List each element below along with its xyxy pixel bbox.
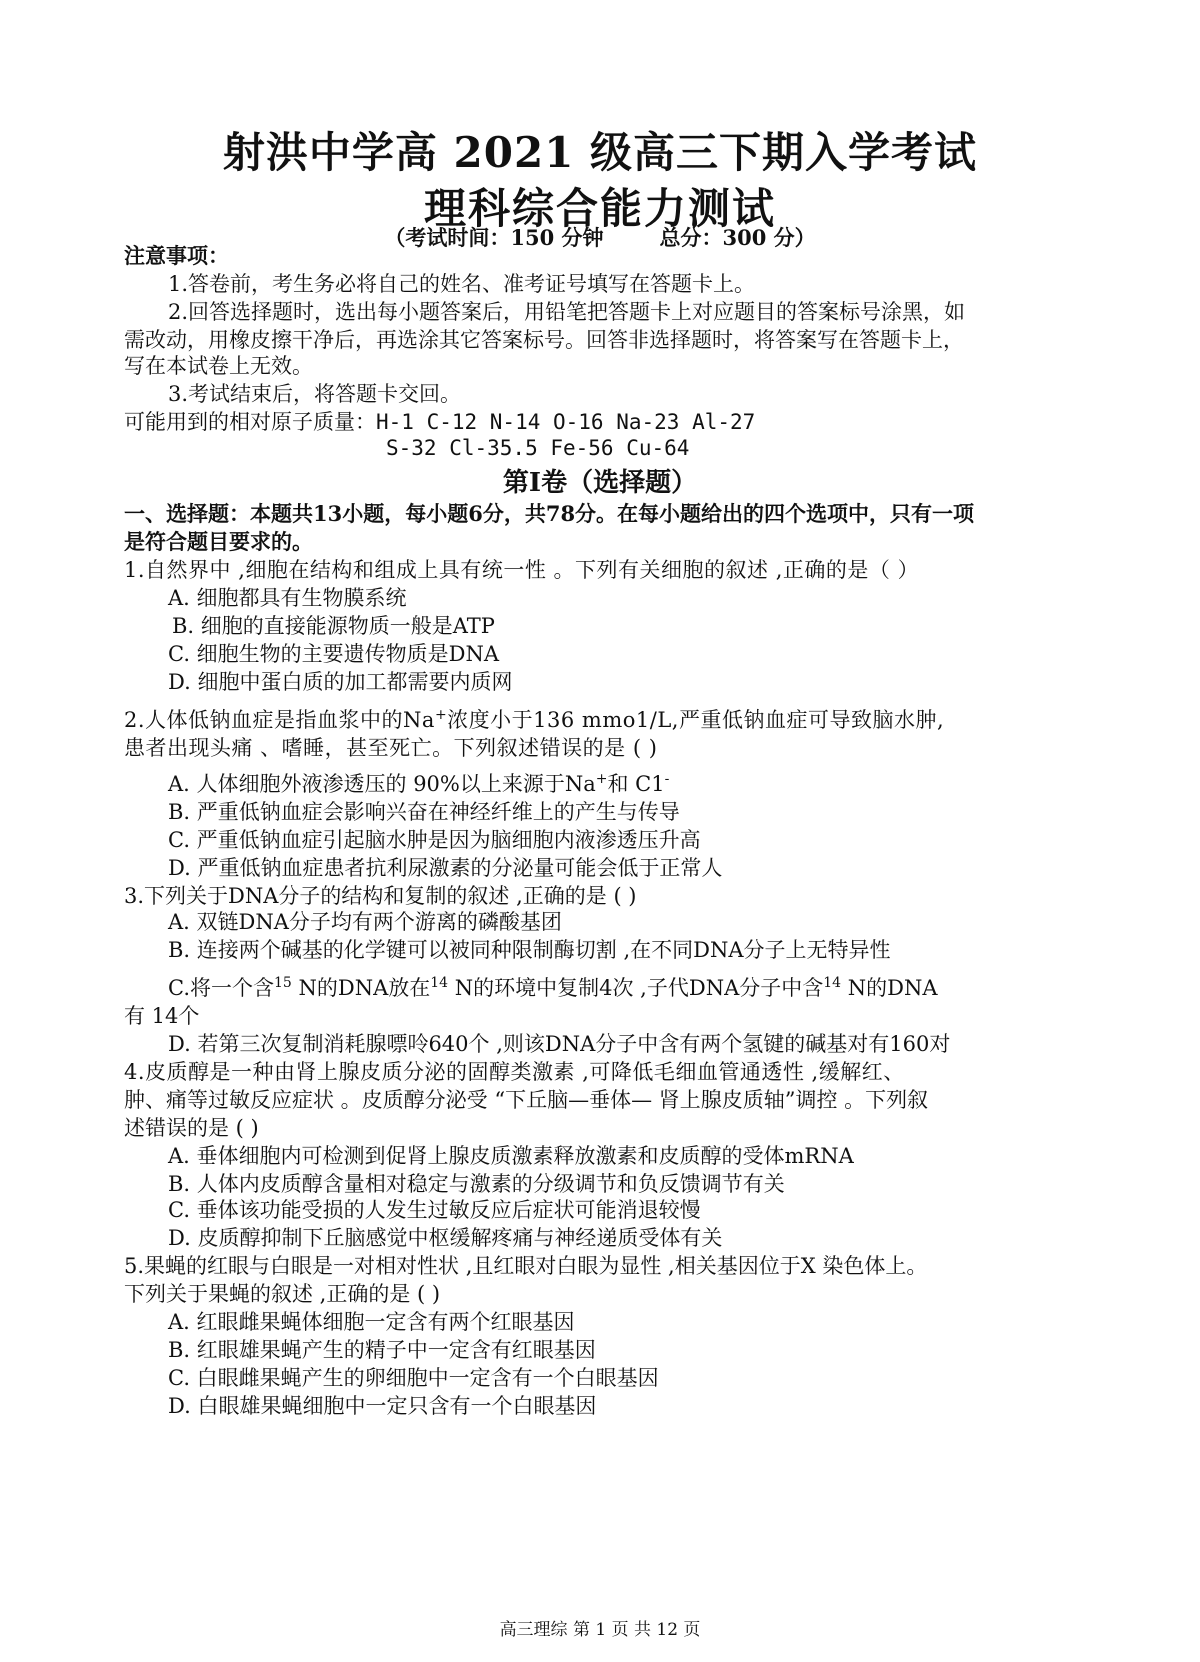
question-2-option-a <box>168 768 669 798</box>
option-text: N的环境中复制4次 ,子代DNA分子中含 <box>448 976 824 1000</box>
question-4-option-c: C. 垂体该功能受损的人发生过敏反应后症状可能消退较慢 <box>168 1198 701 1222</box>
option-text: C.将一个含 <box>168 976 274 1000</box>
superscript: 14 <box>823 975 842 991</box>
option-text: A. 人体细胞外液渗透压的 90%以上来源于Na <box>168 772 596 796</box>
question-3-stem: 3.下列关于DNA分子的结构和复制的叙述 ,正确的是 ( ) <box>124 884 637 908</box>
question-4-stem-cont: 肿、痛等过敏反应症状 。皮质醇分泌受 “下丘脑—垂体— 肾上腺皮质轴”调控 。下列叙 <box>124 1088 929 1112</box>
notice-item-3: 3.考试结束后，将答题卡交回。 <box>168 382 462 406</box>
exam-time: （考试时间：150 分钟 <box>384 225 604 250</box>
option-text: N的DNA放在 <box>291 976 431 1000</box>
notice-item-2: 2.回答选择题时，选出每小题答案后，用铅笔把答题卡上对应题目的答案标号涂黑，如 <box>168 300 966 324</box>
question-3-option-d: D. 若第三次复制消耗腺嘌呤640个 ,则该DNA分子中含有两个氢键的碱基对有160对 <box>168 1032 951 1056</box>
superscript: + <box>434 707 448 723</box>
question-1-stem: 1.自然界中 ,细胞在结构和组成上具有统一性 。下列有关细胞的叙述 ,正确的是（ ） <box>124 558 920 582</box>
page-title: 射洪中学高 2021 级高三下期入学考试 <box>222 128 978 177</box>
question-4-stem: 4.皮质醇是一种由肾上腺皮质分泌的固醇类激素 ,可降低毛细血管通透性 ,缓解红、 <box>124 1060 905 1084</box>
part-heading: 一、选择题：本题共13小题，每小题6分，共78分。在每小题给出的四个选项中，只有一项 <box>124 501 975 526</box>
question-5-stem-cont: 下列关于果蝇的叙述 ,正确的是 ( ) <box>124 1282 441 1306</box>
question-5-option-d: D. 白眼雄果蝇细胞中一定只含有一个白眼基因 <box>168 1394 597 1418</box>
question-2-option-d: D. 严重低钠血症患者抗利尿激素的分泌量可能会低于正常人 <box>168 856 723 880</box>
superscript: 14 <box>430 975 449 991</box>
total-score: 总分：300 分） <box>659 225 816 250</box>
question-1-option-a: A. 细胞都具有生物膜系统 <box>168 586 407 610</box>
superscript: + <box>595 771 608 787</box>
question-5-option-c: C. 白眼雌果蝇产生的卵细胞中一定含有一个白眼基因 <box>168 1366 659 1390</box>
question-2-stem <box>124 704 944 734</box>
section-title: 第Ⅰ卷（选择题） <box>502 468 698 498</box>
question-1-option-d: D. 细胞中蛋白质的加工都需要内质网 <box>168 670 513 694</box>
question-4-option-a: A. 垂体细胞内可检测到促肾上腺皮质激素释放激素和皮质醇的受体mRNA <box>168 1144 854 1168</box>
notice-item-1: 1.答卷前，考生务必将自己的姓名、准考证号填写在答题卡上。 <box>168 272 756 296</box>
superscript: 15 <box>274 975 292 991</box>
superscript: - <box>664 771 670 787</box>
question-3-option-b: B. 连接两个碱基的化学键可以被同种限制酶切割 ,在不同DNA分子上无特异性 <box>168 938 891 962</box>
atomic-mass-line-2: S-32 Cl-35.5 Fe-56 Cu-64 <box>386 436 690 460</box>
question-2-stem-cont: 患者出现头痛 、嗜睡，甚至死亡。下列叙述错误的是 ( ) <box>124 736 658 760</box>
question-2-stem-part: 浓度小于136 mmo1/L,严重低钠血症可导致脑水肿, <box>447 708 945 732</box>
question-5-stem: 5.果蝇的红眼与白眼是一对相对性状 ,且红眼对白眼为显性 ,相关基因位于X 染色体上。 <box>124 1254 928 1278</box>
question-4-option-d: D. 皮质醇抑制下丘脑感觉中枢缓解疼痛与神经递质受体有关 <box>168 1226 723 1250</box>
question-5-option-a: A. 红眼雌果蝇体细胞一定含有两个红眼基因 <box>168 1310 575 1334</box>
question-3-option-c-cont: 有 14个 <box>124 1004 200 1028</box>
atomic-mass-line-1: 可能用到的相对原子质量：H-1 C-12 N-14 O-16 Na-23 Al-27 <box>124 410 756 434</box>
question-1-option-b: B. 细胞的直接能源物质一般是ATP <box>172 614 495 638</box>
question-2-option-b: B. 严重低钠血症会影响兴奋在神经纤维上的产生与传导 <box>168 800 680 824</box>
option-text: N的DNA <box>841 976 938 1000</box>
notice-item-2-cont: 需改动，用橡皮擦干净后，再选涂其它答案标号。回答非选择题时，将答案写在答题卡上， <box>124 328 964 352</box>
question-3-option-a: A. 双链DNA分子均有两个游离的磷酸基团 <box>168 910 562 934</box>
question-2-stem-part: 2.人体低钠血症是指血浆中的Na <box>124 708 435 732</box>
notice-item-2-cont2: 写在本试卷上无效。 <box>124 354 313 378</box>
question-1-option-c: C. 细胞生物的主要遗传物质是DNA <box>168 642 500 666</box>
question-4-stem-cont2: 述错误的是 ( ) <box>124 1116 259 1140</box>
question-5-option-b: B. 红眼雄果蝇产生的精子中一定含有红眼基因 <box>168 1338 596 1362</box>
notice-heading: 注意事项： <box>124 243 229 268</box>
page-footer: 高三理综 第 1 页 共 12 页 <box>499 1620 701 1640</box>
page-subtitle: 理科综合能力测试 <box>423 184 776 233</box>
question-3-option-c <box>168 972 938 1002</box>
question-4-option-b: B. 人体内皮质醇含量相对稳定与激素的分级调节和负反馈调节有关 <box>168 1172 785 1196</box>
part-heading-cont: 是符合题目要求的。 <box>124 529 313 554</box>
question-2-option-c: C. 严重低钠血症引起脑水肿是因为脑细胞内液渗透压升高 <box>168 828 701 852</box>
option-text: 和 C1 <box>607 772 665 796</box>
